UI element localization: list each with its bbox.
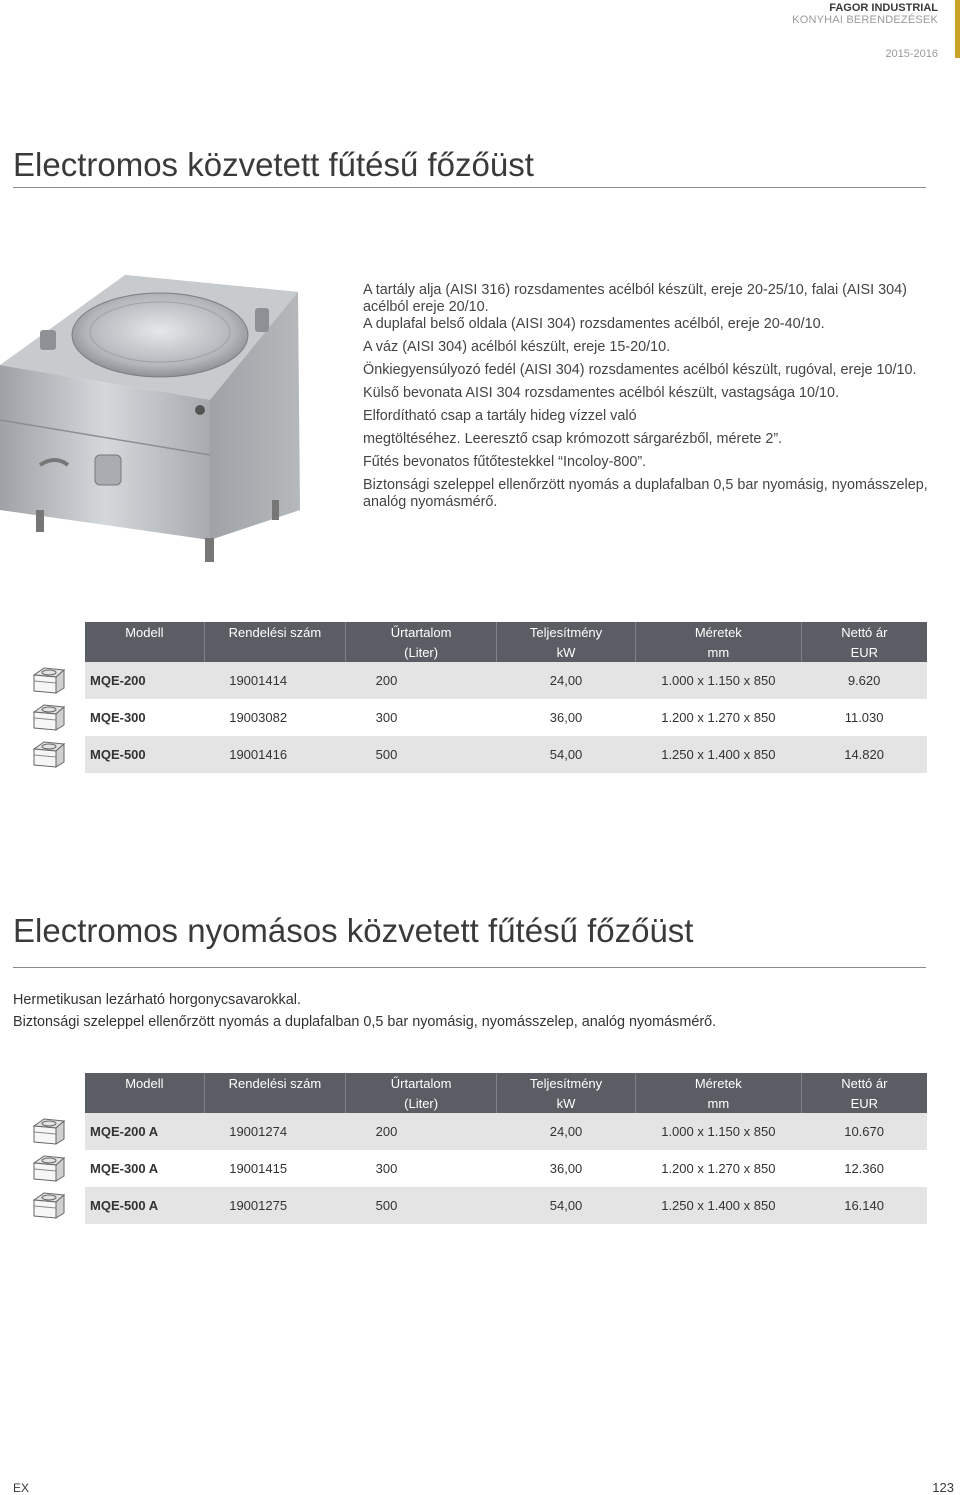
section2-intro: [13, 989, 716, 1033]
desc-line: Biztonsági szeleppel ellenőrzött nyomás a duplafalban 0,5 bar nyomásig, nyomásszelep, analóg nyomásmérő.: [363, 477, 928, 510]
cell-power: 54,00: [497, 1187, 636, 1224]
col-header-model: Modell: [85, 1073, 204, 1093]
section1-description: [363, 282, 928, 511]
unit-power: kW: [497, 1093, 636, 1113]
unit-order: [204, 642, 345, 662]
table-header-row: [13, 1073, 927, 1093]
col-header-order: Rendelési szám: [204, 622, 345, 642]
desc-line: megtöltéséhez. Leeresztő csap krómozott sárgarézből, mérete 2”.: [363, 431, 783, 447]
cell-capacity: 300: [346, 1150, 497, 1187]
cell-capacity: 500: [346, 736, 497, 773]
footer-section-code: EX: [13, 1481, 30, 1495]
cell-order: 19003082: [204, 699, 345, 736]
kettle-thumbnail-icon: [32, 703, 66, 733]
unit-dimensions: mm: [635, 1093, 801, 1113]
kettle-thumbnail-icon: [32, 1191, 66, 1221]
page-number: 123: [932, 1480, 954, 1495]
unit-order: [204, 1093, 345, 1113]
kettle-thumbnail-icon: [32, 666, 66, 696]
col-header-dimensions: Méretek: [635, 1073, 801, 1093]
section2-divider: [13, 967, 926, 968]
cell-model: MQE-300 A: [85, 1150, 204, 1187]
col-header-capacity: Űrtartalom: [346, 622, 497, 642]
table-row: [13, 1113, 927, 1150]
kettle-thumbnail-icon: [32, 1154, 66, 1184]
cell-order: 19001275: [204, 1187, 345, 1224]
intro-line: Hermetikusan lezárható horgonycsavarokkal.: [13, 992, 301, 1008]
desc-line: A duplafal belső oldala (AISI 304) rozsdamentes acélból, ereje 20-40/10.: [363, 316, 825, 332]
table-header-row: [13, 622, 927, 642]
kettle-thumbnail-icon: [32, 1117, 66, 1147]
cell-dimensions: 1.200 x 1.270 x 850: [635, 699, 801, 736]
header-brand-block: [792, 2, 938, 26]
unit-price: EUR: [801, 642, 927, 662]
cell-dimensions: 1.000 x 1.150 x 850: [635, 1113, 801, 1150]
table-row: [13, 736, 927, 773]
col-header-power: Teljesítmény: [497, 1073, 636, 1093]
kettle-product-image: [0, 270, 310, 565]
cell-dimensions: 1.200 x 1.270 x 850: [635, 1150, 801, 1187]
cell-capacity: 500: [346, 1187, 497, 1224]
cell-price: 9.620: [801, 662, 927, 699]
col-header-price: Nettó ár: [801, 1073, 927, 1093]
unit-price: EUR: [801, 1093, 927, 1113]
cell-price: 14.820: [801, 736, 927, 773]
col-header-dimensions: Méretek: [635, 622, 801, 642]
unit-capacity: (Liter): [346, 642, 497, 662]
cell-model: MQE-500: [85, 736, 204, 773]
col-header-price: Nettó ár: [801, 622, 927, 642]
cell-price: 16.140: [801, 1187, 927, 1224]
cell-dimensions: 1.000 x 1.150 x 850: [635, 662, 801, 699]
section1-title: Electromos közvetett fűtésű főzőüst: [13, 146, 534, 183]
cell-order: 19001414: [204, 662, 345, 699]
cell-capacity: 200: [346, 1113, 497, 1150]
unit-model: [85, 642, 204, 662]
cell-model: MQE-300: [85, 699, 204, 736]
desc-line: Külső bevonata AISI 304 rozsdamentes acélból készült, vastagsága 10/10.: [363, 385, 839, 401]
section1-divider: [13, 187, 926, 188]
section2-price-table: [13, 1073, 927, 1224]
cell-model: MQE-200: [85, 662, 204, 699]
desc-line: Elfordítható csap a tartály hideg vízzel való: [363, 408, 637, 424]
cell-dimensions: 1.250 x 1.400 x 850: [635, 736, 801, 773]
accent-bar: [955, 0, 960, 58]
cell-power: 24,00: [497, 1113, 636, 1150]
col-header-model: Modell: [85, 622, 204, 642]
cell-power: 36,00: [497, 1150, 636, 1187]
unit-capacity: (Liter): [346, 1093, 497, 1113]
kettle-thumbnail-icon: [32, 740, 66, 770]
cell-order: 19001274: [204, 1113, 345, 1150]
cell-order: 19001415: [204, 1150, 345, 1187]
cell-power: 36,00: [497, 699, 636, 736]
desc-line: Fűtés bevonatos fűtőtestekkel “Incoloy-800”.: [363, 454, 647, 470]
catalog-year: 2015-2016: [885, 48, 938, 60]
table-row: [13, 699, 927, 736]
table-row: [13, 662, 927, 699]
desc-line: Önkiegyensúlyozó fedél (AISI 304) rozsdamentes acélból készült, rugóval, ereje 10/10.: [363, 362, 917, 378]
unit-model: [85, 1093, 204, 1113]
table-units-row: [13, 642, 927, 662]
table-units-row: [13, 1093, 927, 1113]
cell-model: MQE-500 A: [85, 1187, 204, 1224]
col-header-order: Rendelési szám: [204, 1073, 345, 1093]
cell-power: 54,00: [497, 736, 636, 773]
cell-capacity: 300: [346, 699, 497, 736]
cell-capacity: 200: [346, 662, 497, 699]
table-row: [13, 1150, 927, 1187]
cell-power: 24,00: [497, 662, 636, 699]
cell-model: MQE-200 A: [85, 1113, 204, 1150]
unit-power: kW: [497, 642, 636, 662]
cell-price: 11.030: [801, 699, 927, 736]
col-header-power: Teljesítmény: [497, 622, 636, 642]
section2-title: Electromos nyomásos közvetett fűtésű főzőüst: [13, 912, 694, 949]
col-header-capacity: Űrtartalom: [346, 1073, 497, 1093]
unit-dimensions: mm: [635, 642, 801, 662]
table-row: [13, 1187, 927, 1224]
intro-line: Biztonsági szeleppel ellenőrzött nyomás a duplafalban 0,5 bar nyomásig, nyomásszelep, analóg nyomásmérő.: [13, 1014, 717, 1030]
brand-subtitle: KONYHAI BERENDEZÉSEK: [792, 14, 938, 26]
brand-name: FAGOR INDUSTRIAL: [829, 2, 938, 14]
section1-price-table: [13, 622, 927, 773]
cell-price: 10.670: [801, 1113, 927, 1150]
cell-order: 19001416: [204, 736, 345, 773]
desc-line: A váz (AISI 304) acélból készült, ereje 15-20/10.: [363, 339, 671, 355]
cell-dimensions: 1.250 x 1.400 x 850: [635, 1187, 801, 1224]
cell-price: 12.360: [801, 1150, 927, 1187]
desc-line: A tartály alja (AISI 316) rozsdamentes acélból készült, ereje 20-25/10, falai (AISI 304) acélból ereje 20/10.: [363, 282, 907, 315]
